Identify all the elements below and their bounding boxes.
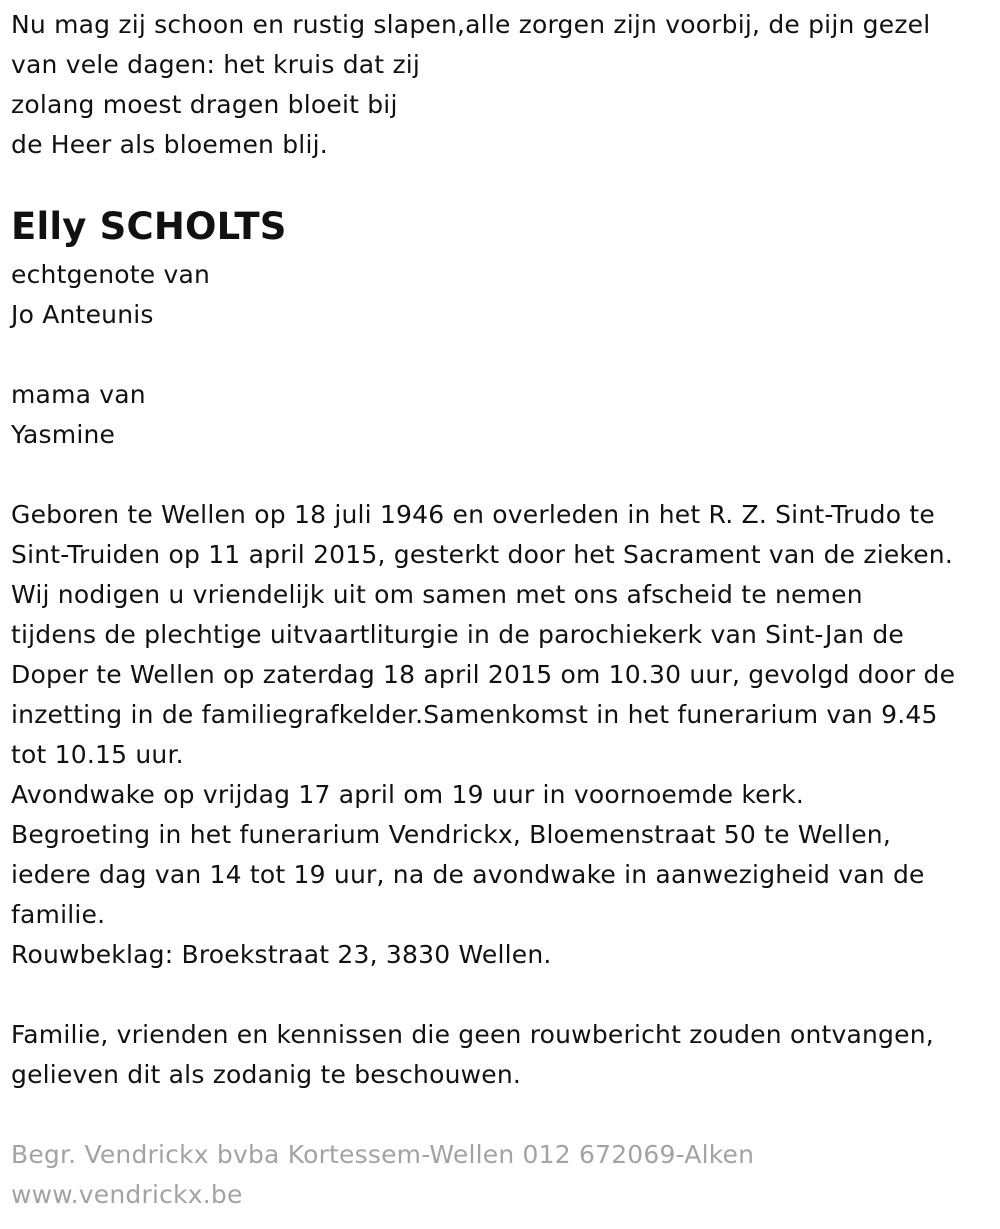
details-line: Wij nodigen u vriendelijk uit om samen met ons afscheid te nemen (11, 580, 863, 609)
spacer (11, 335, 1000, 375)
obituary-page (0, 5, 1000, 1229)
details-line: familie. (11, 900, 106, 929)
details-line: Begroeting in het funerarium Vendrickx, Bloemenstraat 50 te Wellen, (11, 820, 891, 849)
company-website-link[interactable]: www.vendrickx.be (11, 1180, 243, 1209)
details-line: Doper te Wellen op zaterdag 18 april 2015 om 10.30 uur, gevolgd door de (11, 660, 956, 689)
spacer (11, 975, 1000, 1015)
poem-line: Nu mag zij schoon en rustig slapen,alle zorgen zijn voorbij, de pijn gezel (11, 10, 931, 39)
notice-line: Familie, vrienden en kennissen die geen rouwbericht zouden ontvangen, (11, 1020, 934, 1049)
child-label: mama van (11, 380, 146, 409)
poem-line: de Heer als bloemen blij. (11, 130, 328, 159)
details-line: Sint-Truiden op 11 april 2015, gesterkt door het Sacrament van de zieken. (11, 540, 953, 569)
details-line: tijdens de plechtige uitvaartliturgie in de parochiekerk van Sint-Jan de (11, 620, 904, 649)
deceased-name: Elly SCHOLTS (11, 205, 287, 248)
notice-block (11, 1015, 1000, 1095)
poem-line: zolang moest dragen bloeit bij (11, 90, 398, 119)
details-line: Avondwake op vrijdag 17 april om 19 uur in voornoemde kerk. (11, 780, 805, 809)
details-line: iedere dag van 14 tot 19 uur, na de avondwake in aanwezigheid van de (11, 860, 925, 889)
child-name: Yasmine (11, 420, 116, 449)
spouse-label: echtgenote van (11, 260, 211, 289)
details-line: tot 10.15 uur. (11, 740, 184, 769)
footer-block (11, 1135, 1000, 1215)
details-line: Geboren te Wellen op 18 juli 1946 en overleden in het R. Z. Sint-Trudo te (11, 500, 935, 529)
spouse-name: Jo Anteunis (11, 300, 154, 329)
notice-line: gelieven dit als zodanig te beschouwen. (11, 1060, 522, 1089)
poem-block (11, 5, 1000, 165)
poem-line: van vele dagen: het kruis dat zij (11, 50, 421, 79)
details-line: Rouwbeklag: Broekstraat 23, 3830 Wellen. (11, 940, 552, 969)
relations-block (11, 255, 1000, 455)
spacer (11, 455, 1000, 495)
spacer (11, 1095, 1000, 1135)
details-block (11, 495, 1000, 975)
details-line: inzetting in de familiegrafkelder.Samenkomst in het funerarium van 9.45 (11, 700, 938, 729)
funeral-company: Begr. Vendrickx bvba Kortessem-Wellen 012 672069-Alken (11, 1140, 755, 1169)
